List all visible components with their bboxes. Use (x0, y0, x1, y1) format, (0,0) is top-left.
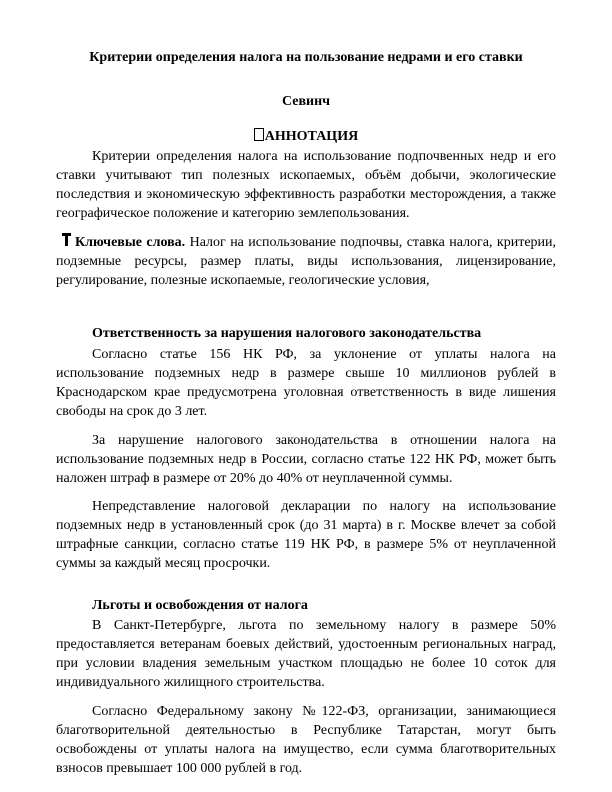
paragraph-liability-2: За нарушение налогового законодательства в отношении налога на использование подземных недр в России, согласно статье 122 НК РФ, может быть наложен штраф в размере от 20% до 40% от неуплаченной суммы. (56, 433, 556, 486)
annotation-text: Критерии определения налога на использование подпочвенных недр и его ставки учитывают тип полезных ископаемых, объём добычи, экологические последствия и экономическую эффективность разработки месторождения, а также географическое положение и категорию землепользования. (56, 149, 556, 221)
keywords-paragraph (56, 233, 556, 290)
section-heading-benefits: Льготы и освобождения от налога (92, 598, 308, 613)
section-heading-liability: Ответственность за нарушения налогового законодательства (92, 326, 482, 341)
pin-icon (62, 233, 71, 247)
keywords-text: Налог на использование подпочвы, ставка налога, критерии, подземные ресурсы, размер платы, виды использования, лицензирование, регулирование, полезные ископаемые, геологические условия, (56, 235, 557, 288)
paragraph-benefits-2: Согласно Федеральному закону №122-ФЗ, организации, занимающиеся благотворительной деятельностью в Республике Татарстан, могут быть освобождены от уплаты налога на имущество, если сумма благотворительных взносов превышает 100 000 рублей в год. (56, 704, 556, 776)
annotation-heading (0, 128, 612, 145)
paragraph-benefits-1: В Санкт-Петербурге, льгота по земельному налогу в размере 50% предоставляется ветеранам боевых действий, удостоенным региональных наград, при условии владения земельным участком площадью не более 10 соток для индивидуального жилищного строительства. (56, 618, 556, 690)
author-name: Севинч (281, 94, 331, 109)
paragraph-liability-1: Согласно статье 156 НК РФ, за уклонение от уплаты налога на использование подземных недр в размере свыше 10 миллионов рублей в Краснодарском крае предусмотрена уголовная ответственность в виде лишения свободы на срок до 3 лет. (56, 347, 556, 419)
missing-glyph-icon (254, 128, 264, 141)
paragraph-liability-3: Непредставление налоговой декларации по налогу на использование подземных недр в установленный срок (до 31 марта) в г. Москве влечет за собой штрафные санкции, согласно статье 119 НК РФ, в размере 5% от неуплаченной суммы за каждый месяц просрочки. (56, 499, 556, 571)
annotation-heading-text: АННОТАЦИЯ (264, 129, 359, 144)
keywords-label: Ключевые слова. (75, 235, 186, 250)
document-title: Критерии определения налога на пользование недрами и его ставки (89, 50, 523, 65)
